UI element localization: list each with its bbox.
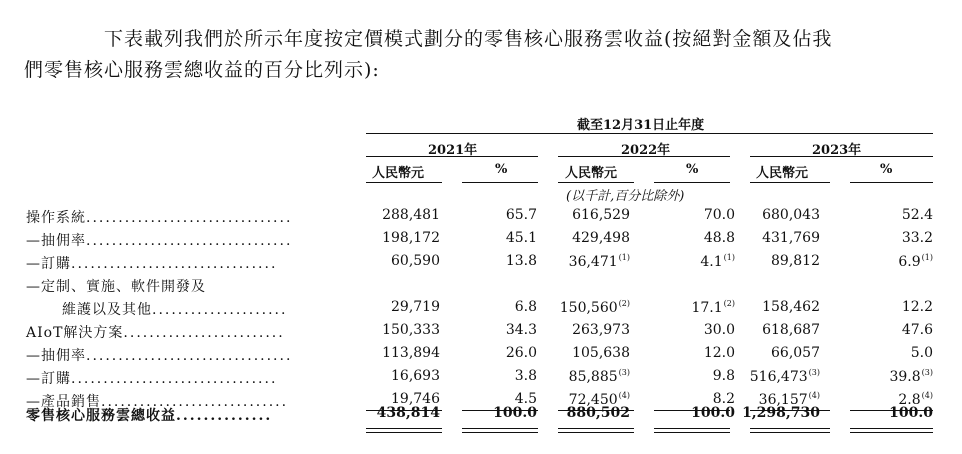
cell: 2.8$^{(4)}$ (898, 391, 933, 408)
col-rule-2 (462, 182, 538, 183)
cell: 6.9$^{(1)}$ (898, 253, 933, 270)
footnote-marker: (4) (808, 391, 820, 400)
cell: 26.0 (505, 345, 537, 361)
cell: 150,560$^{(2)}$ (559, 299, 630, 316)
row-label: 操作系統 (26, 210, 86, 226)
footnote-marker: (3) (921, 368, 933, 377)
col-rule-3 (558, 182, 634, 183)
cell: 431,769 (762, 230, 820, 246)
cell: 70.0 (703, 207, 735, 223)
cell: 48.8 (703, 230, 735, 246)
row-label: —訂購 (26, 371, 71, 387)
footnote-marker: (1) (921, 253, 933, 262)
cell: 65.7 (505, 207, 537, 223)
year-2023-rule (750, 156, 933, 157)
cell: 36,471$^{(1)}$ (568, 253, 630, 270)
table-row (0, 276, 962, 298)
cell: 263,973 (572, 322, 630, 338)
percent-header-2023: % (880, 162, 893, 177)
row-label: 零售核心服務雲總收益 (26, 408, 176, 424)
double-rule (750, 432, 830, 433)
cell: 3.8 (514, 368, 537, 384)
footnote-marker: (4) (921, 391, 933, 400)
cell: 680,043 (762, 207, 820, 223)
double-rule (366, 432, 442, 433)
row-label: —產品銷售 (26, 394, 101, 410)
cell: 100.0 (691, 405, 735, 421)
table-row: 維護以及其他..................... 29,719 6.8 150,560$^{(2)}$ 17.1$^{(2)}$ 158,462 12.2 (62, 299, 933, 318)
cell: 12.0 (703, 345, 735, 361)
cell: 60,590 (391, 253, 440, 269)
table-row: —訂購................................ 60,590 13.8 36,471$^{(1)}$ 4.1$^{(1)}$ 89,812 6.9$^{(1)}$ (26, 253, 933, 272)
percent-header-2022: % (686, 162, 699, 177)
table-row-total: 零售核心服務雲總收益.............. 438,814 100.0 880,502 100.0 1,298,730 100.0 (26, 405, 933, 424)
intro-line-2: 們零售核心服務雲總收益的百分比列示): (24, 59, 380, 81)
intro-paragraph (24, 24, 942, 86)
cell: 66,057 (771, 345, 820, 361)
table-row: 操作系統................................ 288,481 65.7 616,529 70.0 680,043 52.4 (26, 207, 933, 226)
cell: 29,719 (391, 299, 440, 315)
cell: 30.0 (703, 322, 735, 338)
cell: 158,462 (762, 299, 820, 315)
double-rule (850, 428, 933, 429)
percent-header-2021: % (495, 162, 508, 177)
row-label: —抽佣率 (26, 348, 86, 364)
row-label: —抽佣率 (26, 233, 86, 249)
cell: 5.0 (910, 345, 933, 361)
table-row: —抽佣率................................ 198,172 45.1 429,498 48.8 431,769 33.2 (26, 230, 933, 249)
double-rule (462, 428, 538, 429)
year-2022-rule (558, 156, 730, 157)
cell: 8.2 (712, 391, 735, 407)
cell: 616,529 (572, 207, 630, 223)
currency-header-2023: 人民幣元 (756, 166, 809, 181)
table-row: —產品銷售............................. 19,746 4.5 72,450$^{(4)}$ 8.2 36,157$^{(4)}$ 2.8$^{(4)}$ (26, 391, 933, 410)
row-label: —訂購 (26, 256, 71, 272)
cell: 150,333 (382, 322, 440, 338)
cell: 113,894 (382, 345, 440, 361)
cell: 12.2 (901, 299, 933, 315)
cell: 36,157$^{(4)}$ (758, 391, 820, 408)
row-label: 維護以及其他 (62, 302, 152, 318)
intro-line-1: 下表載列我們於所示年度按定價模式劃分的零售核心服務雲收益(按絕對金額及佔我 (104, 28, 833, 50)
cell: 39.8$^{(3)}$ (889, 368, 933, 385)
footnote-marker: (1) (618, 253, 630, 262)
double-rule (366, 428, 442, 429)
footnote-marker: (3) (618, 368, 630, 377)
row-label: AIoT解決方案 (26, 325, 124, 341)
footnote-marker: (2) (723, 299, 735, 308)
year-2022-header: 2022年 (621, 143, 671, 158)
cell: 16,693 (391, 368, 440, 384)
table-row: —抽佣率................................ 113,894 26.0 105,638 12.0 66,057 5.0 (26, 345, 933, 364)
double-rule (558, 432, 634, 433)
double-rule (750, 428, 830, 429)
cell: 100.0 (889, 405, 933, 421)
cell: 1,298,730 (742, 405, 820, 421)
cell: 4.5 (514, 391, 537, 407)
cell: 47.6 (901, 322, 933, 338)
cell: 45.1 (505, 230, 537, 246)
table-row: —訂購................................ 16,693 3.8 85,885$^{(3)}$ 9.8 516,473$^{(3)}$ 39.8$^{(3)}$ (26, 368, 933, 387)
cell: 34.3 (505, 322, 537, 338)
footnote-marker: (2) (618, 299, 630, 308)
cell: 438,814 (376, 405, 440, 421)
col-rule-6 (850, 182, 933, 183)
cell: 105,638 (572, 345, 630, 361)
col-rule-4 (654, 182, 730, 183)
units-note: (以千計,百分比除外) (566, 189, 685, 204)
double-rule (462, 432, 538, 433)
cell: 288,481 (382, 207, 440, 223)
cell: 198,172 (382, 230, 440, 246)
period-rule (366, 133, 933, 134)
table-row: AIoT解決方案......................... 150,333 34.3 263,973 30.0 618,687 47.6 (26, 322, 933, 341)
double-rule (558, 428, 634, 429)
cell: 429,498 (572, 230, 630, 246)
footnote-marker: (3) (808, 368, 820, 377)
year-2021-rule (366, 156, 538, 157)
row-label: —定制、實施、軟件開發及 (26, 279, 206, 295)
year-2023-header: 2023年 (812, 143, 862, 158)
footnote-marker: (1) (723, 253, 735, 262)
cell: 516,473$^{(3)}$ (749, 368, 820, 385)
cell: 13.8 (505, 253, 537, 269)
col-rule-5 (750, 182, 830, 183)
cell: 17.1$^{(2)}$ (691, 299, 735, 316)
cell: 6.8 (514, 299, 537, 315)
cell: 33.2 (901, 230, 933, 246)
cell: 19,746 (391, 391, 440, 407)
cell: 4.1$^{(1)}$ (700, 253, 735, 270)
period-header: 截至12月31日止年度 (577, 118, 705, 133)
double-rule (654, 432, 730, 433)
cell: 89,812 (771, 253, 820, 269)
year-2021-header: 2021年 (428, 143, 478, 158)
cell: 85,885$^{(3)}$ (568, 368, 630, 385)
cell: 880,502 (566, 405, 630, 421)
cell: 618,687 (762, 322, 820, 338)
cell: 100.0 (493, 405, 537, 421)
currency-header-2021: 人民幣元 (372, 166, 425, 181)
col-rule-1 (366, 182, 442, 183)
cell: 72,450$^{(4)}$ (568, 391, 630, 408)
footnote-marker: (4) (618, 391, 630, 400)
cell: 52.4 (901, 207, 933, 223)
cell: 9.8 (712, 368, 735, 384)
double-rule (654, 428, 730, 429)
double-rule (850, 432, 933, 433)
currency-header-2022: 人民幣元 (565, 166, 618, 181)
